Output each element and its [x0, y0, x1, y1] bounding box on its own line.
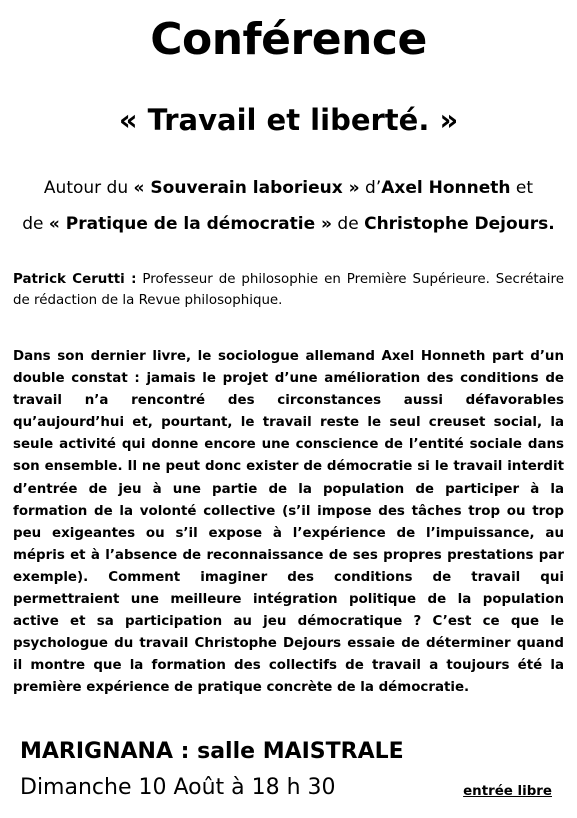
about-conjunction: et: [510, 178, 534, 198]
about-prefix-2: de: [22, 214, 49, 234]
body-paragraph: Dans son dernier livre, le sociologue allemand Axel Honneth part d’un double constat : jamais le projet d’une amélioration des conditions de travail n’a rencontré des circonstances aussi défavorables qu’aujourd’hui et, pourtant, le travail reste le seul creuset social, la seule activité qui donne encore une conscience de l’entité sociale dans son ensemble. Il ne peut donc exister de démocratie si le travail interdit d’entrée de jeu à une partie de la population de participer à la formation de la volonté collective (s’il impose des tâches trop ou trop peu exigeantes ou s’il expose à l’expérience de l’impuissance, au mépris et à l’absence de reconnaissance de ses propres prestations par exemple). Comment imaginer des conditions de travail qui permettraient une meilleure intégration politique de la population active et sa participation au jeu démocratique ? C’est ce que le psychologue du travail Christophe Dejours essaie de déterminer quand il montre que la formation des collectifs de travail a toujours été la première expérience de pratique concrète de la démocratie.: [13, 349, 564, 696]
event-date: Dimanche 10 Août à 18 h 30: [20, 775, 336, 800]
event-venue: MARIGNANA : salle MAISTRALE: [20, 739, 404, 764]
about-connector: d’: [359, 178, 382, 198]
author-name-2: Christophe Dejours.: [364, 214, 555, 234]
about-line-2: [0, 206, 577, 242]
about-line-1: [0, 170, 577, 206]
speaker-description: Professeur de philosophie en Première Supérieure. Secrétaire de rédaction de la Revue philosophique.: [13, 272, 564, 308]
page-title: Conférence: [150, 14, 427, 65]
work-title-1: « Souverain laborieux »: [133, 178, 360, 198]
author-name-1: Axel Honneth: [381, 178, 511, 198]
about-connector-2: de: [332, 214, 365, 234]
about-section: [0, 170, 577, 242]
speaker-info: [13, 269, 564, 311]
about-prefix: Autour du: [43, 178, 134, 198]
speaker-name: Patrick Cerutti :: [13, 272, 137, 287]
work-title-2: « Pratique de la démocratie »: [48, 214, 333, 234]
entry-free-label: entrée libre: [463, 784, 552, 799]
conference-subtitle: « Travail et liberté. »: [118, 103, 459, 137]
